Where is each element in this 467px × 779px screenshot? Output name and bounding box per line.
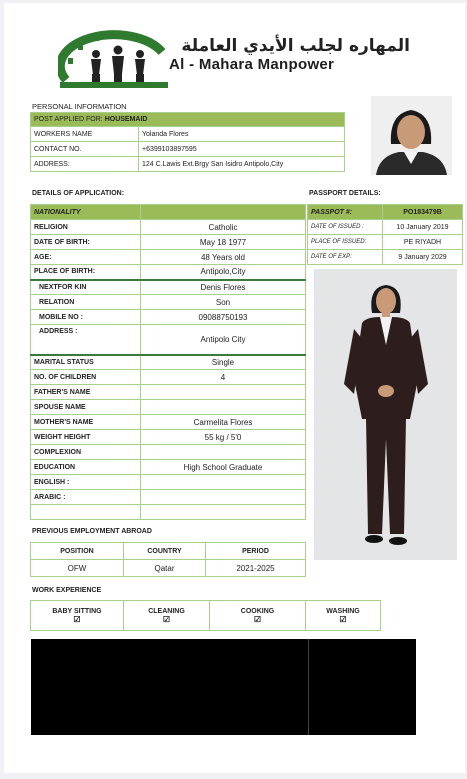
expiry-label: DATE OF EXP: (308, 250, 383, 265)
nationality-value (141, 205, 306, 220)
application-table (30, 204, 306, 520)
kin-mobile-value: 09088750193 (141, 310, 306, 325)
english-value (141, 475, 306, 490)
skill-babysitting-label: BABY SITTING (52, 607, 102, 615)
children-label: NO. OF CHILDREN (31, 370, 141, 385)
relation-label: RELATION (31, 295, 141, 310)
skill-cooking (210, 601, 306, 631)
portrait-photo (371, 96, 452, 175)
skill-washing (306, 601, 381, 631)
mother-label: MOTHER'S NAME (31, 415, 141, 430)
issue-date-value: 10 January 2019 (383, 220, 463, 235)
position-value: OFW (31, 560, 124, 577)
spouse-label: SPOUSE NAME (31, 400, 141, 415)
education-label: EDUCATION (31, 460, 141, 475)
country-header: COUNTRY (124, 543, 206, 560)
skill-washing-label: WASHING (326, 607, 360, 615)
dob-label: DATE OF BIRTH: (31, 235, 141, 250)
company-english-name: Al - Mahara Manpower (169, 56, 335, 73)
complexion-value (141, 445, 306, 460)
employment-title: PREVIOUS EMPLOYMENT ABROAD (32, 528, 152, 535)
spouse-value (141, 400, 306, 415)
education-value: High School Graduate (141, 460, 306, 475)
issue-place-label: PLACE OF ISSUED: (308, 235, 383, 250)
issue-place-value: PE RIYADH (383, 235, 463, 250)
dob-value: May 18 1977 (141, 235, 306, 250)
babysitting-check-icon: ☑ (73, 614, 81, 624)
english-label: ENGLISH : (31, 475, 141, 490)
religion-label: RELIGION (31, 220, 141, 235)
skill-cleaning-label: CLEANING (148, 607, 185, 615)
period-value: 2021-2025 (206, 560, 306, 577)
gear-logo-icon (58, 30, 170, 90)
age-value: 48 Years old (141, 250, 306, 265)
father-value (141, 385, 306, 400)
expiry-value: 9 January 2029 (383, 250, 463, 265)
passport-title: PASSPORT DETAILS: (309, 190, 381, 197)
period-header: PERIOD (206, 543, 306, 560)
pob-value: Antipolo,City (141, 265, 306, 280)
skill-cleaning (124, 601, 210, 631)
redacted-divider (308, 639, 309, 735)
redacted-block (31, 639, 416, 735)
company-arabic-name: المهاره لجلب الأيدي العاملة (181, 36, 410, 56)
nationality-label: NATIONALITY (31, 205, 141, 220)
kin-label: NEXTFOR KIN (31, 280, 141, 295)
kin-value: Denis Flores (141, 280, 306, 295)
blank-label (31, 505, 141, 520)
full-body-photo (314, 269, 457, 560)
cleaning-check-icon: ☑ (162, 614, 171, 624)
cooking-check-icon: ☑ (253, 614, 262, 624)
workers-name-label: WORKERS NAME (31, 127, 139, 142)
children-value: 4 (141, 370, 306, 385)
washing-check-icon: ☑ (339, 614, 347, 624)
kin-address-value: Antipolo City (141, 325, 306, 355)
post-applied-label: POST APPLIED FOR: (34, 116, 103, 123)
experience-title: WORK EXPERIENCE (32, 587, 102, 594)
weight-height-value: 55 kg / 5'0 (141, 430, 306, 445)
employment-table (30, 542, 306, 577)
personal-info-title: PERSONAL INFORMATION (32, 102, 127, 111)
complexion-label: COMPLEXION (31, 445, 141, 460)
skill-cooking-label: COOKING (240, 607, 275, 615)
cv-page (4, 3, 465, 773)
marital-label: MARITAL STATUS (31, 355, 141, 370)
contact-value: +6399103897595 (139, 142, 345, 157)
passport-table (307, 204, 463, 265)
post-applied-cell (31, 113, 345, 127)
age-label: AGE: (31, 250, 141, 265)
relation-value: Son (141, 295, 306, 310)
skill-babysitting (31, 601, 124, 631)
workers-name-value: Yolanda Flores (139, 127, 345, 142)
arabic-label: ARABIC : (31, 490, 141, 505)
marital-value: Single (141, 355, 306, 370)
arabic-value (141, 490, 306, 505)
address-label: ADDRESS: (31, 157, 139, 172)
post-applied-value: HOUSEMAID (104, 116, 148, 123)
kin-address-label: ADDRESS : (31, 325, 141, 355)
position-header: POSITION (31, 543, 124, 560)
weight-height-label: WEIGHT HEIGHT (31, 430, 141, 445)
mother-value: Carmelita Flores (141, 415, 306, 430)
experience-table (30, 600, 381, 631)
personal-info-table (30, 112, 345, 172)
kin-mobile-label: MOBILE NO : (31, 310, 141, 325)
pob-label: PLACE OF BIRTH: (31, 265, 141, 280)
country-value: Qatar (124, 560, 206, 577)
blank-value (141, 505, 306, 520)
contact-label: CONTACT NO. (31, 142, 139, 157)
passport-number-value: PO183479B (383, 205, 463, 220)
address-value: 124 C.Lawis Ext.Brgy San Isidro Antipolo,City (139, 157, 345, 172)
father-label: FATHER'S NAME (31, 385, 141, 400)
religion-value: Catholic (141, 220, 306, 235)
issue-date-label: DATE OF ISSUED : (308, 220, 383, 235)
application-title: DETAILS OF APPLICATION: (32, 190, 125, 197)
passport-number-label: PASSPOT #: (308, 205, 383, 220)
